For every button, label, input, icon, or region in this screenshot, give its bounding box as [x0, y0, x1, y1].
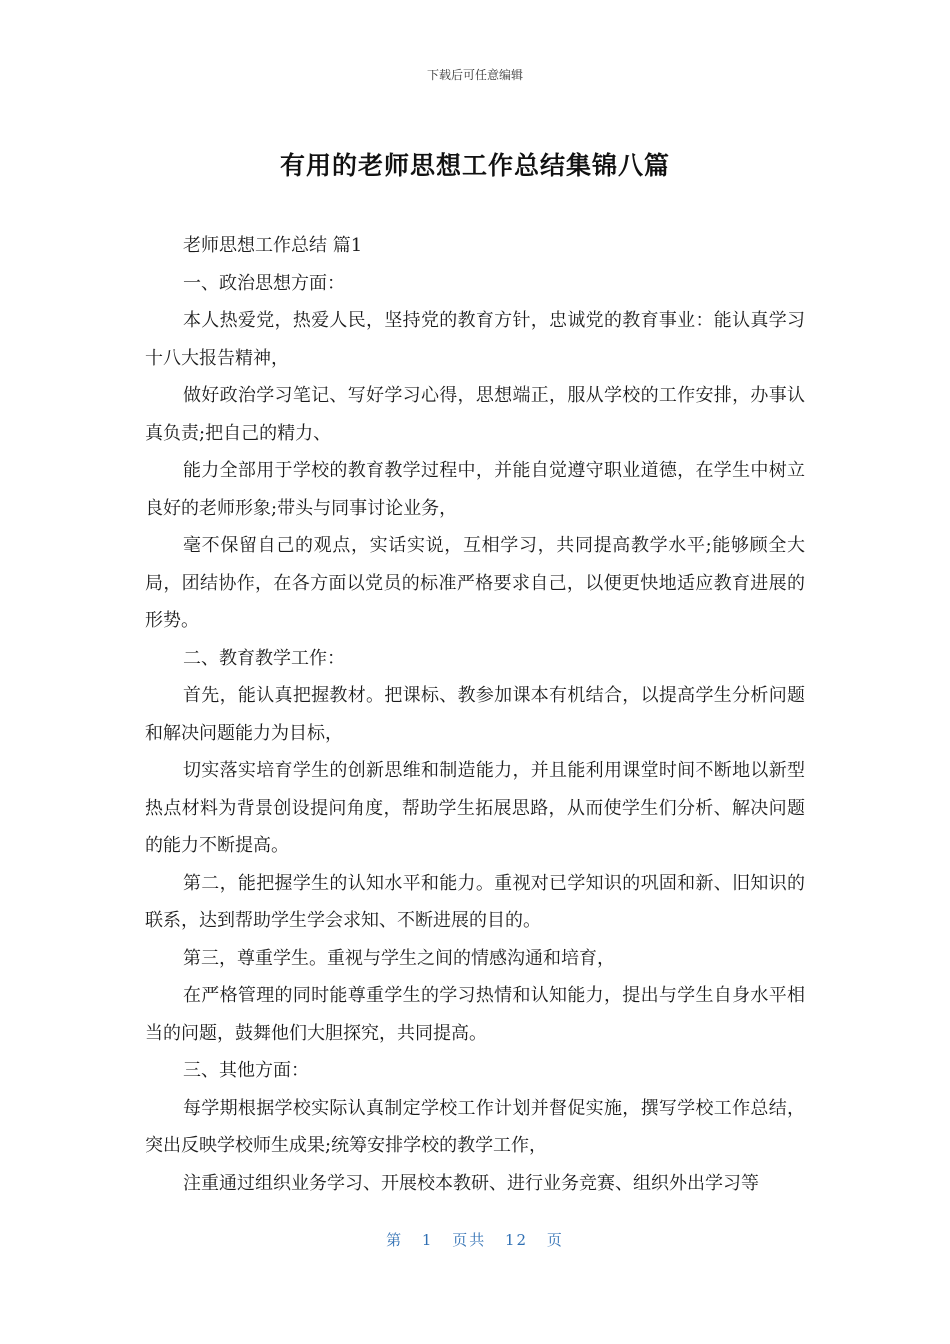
document-body [145, 227, 805, 1202]
total-pages: 12 [505, 1231, 529, 1249]
paragraph: 毫不保留自己的观点，实话实说，互相学习，共同提高教学水平;能够顾全大局，团结协作，在各方面以党员的标准严格要求自己，以便更快地适应教育进展的形势。 [145, 535, 805, 631]
paragraph: 首先，能认真把握教材。把课标、教参加课本有机结合，以提高学生分析问题和解决问题能力为目标， [145, 685, 805, 744]
paragraph: 本人热爱党，热爱人民，坚持党的教育方针，忠诚党的教育事业：能认真学习十八大报告精神， [145, 310, 805, 369]
paragraph: 第二，能把握学生的认知水平和能力。重视对已学知识的巩固和新、旧知识的联系，达到帮助学生学会求知、不断进展的目的。 [145, 872, 805, 931]
page-number: 1 [421, 1231, 434, 1249]
header-note: 下载后可任意编辑 [426, 68, 523, 82]
page-label-suffix: 页 [546, 1231, 564, 1249]
subsection-heading: 三、其他方面： [183, 1060, 309, 1081]
paragraph: 能力全部用于学校的教育教学过程中，并能自觉遵守职业道德，在学生中树立良好的老师形象;带头与同事讨论业务， [145, 460, 805, 519]
paragraph: 做好政治学习笔记、写好学习心得，思想端正，服从学校的工作安排，办事认真负责;把自己的精力、 [145, 385, 805, 444]
page-label-prefix: 第 [386, 1231, 404, 1249]
paragraph: 每学期根据学校实际认真制定学校工作计划并督促实施，撰写学校工作总结，突出反映学校师生成果;统筹安排学校的教学工作， [145, 1097, 805, 1156]
page-title: 有用的老师思想工作总结集锦八篇 [279, 151, 670, 180]
page-footer [0, 1229, 950, 1250]
page-label-middle: 页共 [452, 1231, 487, 1249]
subsection-heading: 一、政治思想方面： [183, 272, 345, 294]
paragraph: 切实落实培育学生的创新思维和制造能力，并且能利用课堂时间不断地以新型热点材料为背景创设提问角度，帮助学生拓展思路，从而使学生们分析、解决问题的能力不断提高。 [145, 760, 805, 856]
subsection-heading: 二、教育教学工作： [183, 647, 345, 669]
paragraph: 在严格管理的同时能尊重学生的学习热情和认知能力，提出与学生自身水平相当的问题，鼓舞他们大胆探究，共同提高。 [145, 985, 805, 1044]
section-heading: 老师思想工作总结 篇1 [183, 235, 363, 256]
paragraph: 第三，尊重学生。重视与学生之间的情感沟通和培育， [183, 947, 615, 969]
paragraph: 注重通过组织业务学习、开展校本教研、进行业务竞赛、组织外出学习等 [183, 1172, 759, 1194]
